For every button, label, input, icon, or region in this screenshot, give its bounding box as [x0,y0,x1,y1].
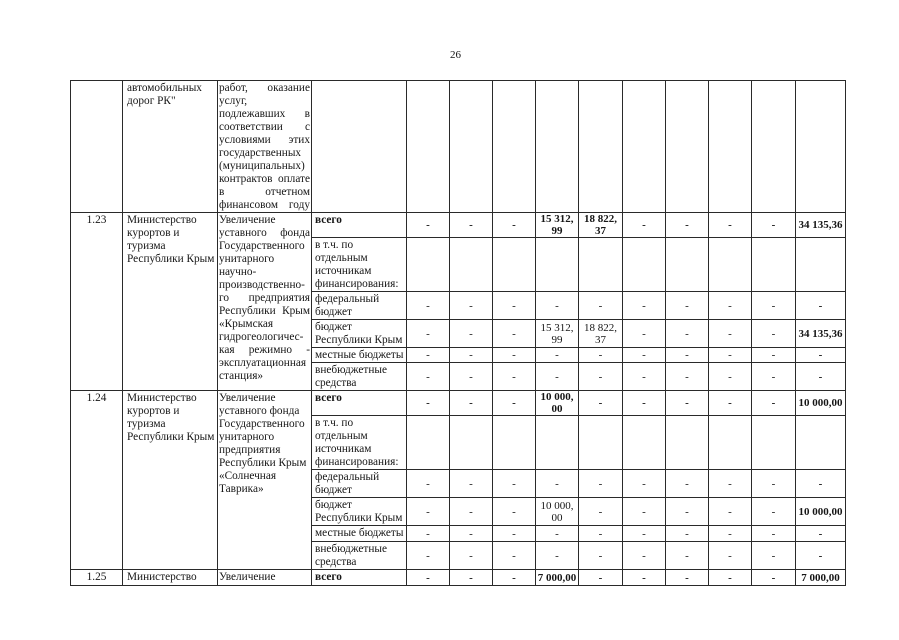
cell-value: 18 822, 37 [579,213,623,238]
text-line: Республики Крым [127,431,215,443]
cell-source [312,470,407,498]
cell-value: - [536,363,579,391]
text-line: эксплуатационная [219,357,307,369]
text-line: уставного фонда [219,227,310,239]
cell-value: - [666,363,709,391]
text-line: Республики Крым [219,305,310,317]
cell-value: 10 000, 00 [536,498,579,526]
text-line: «Крымская [219,318,274,330]
cell-value: - [493,320,536,348]
table-body [71,81,846,586]
cell-action [218,570,312,586]
text-line: Республики Крым [219,457,307,469]
cell-value: - [666,391,709,416]
cell-value: - [752,213,796,238]
cell-total: 34 135,36 [796,213,846,238]
cell-ministry [123,570,218,586]
cell-total [796,416,846,470]
text-line: курортов и [127,227,180,239]
cell-value: - [407,213,450,238]
text-line: курортов и [127,405,180,417]
cell-value: - [709,348,752,363]
cell-value: - [579,391,623,416]
text-line: (муниципальных) [219,160,305,172]
cell-value: - [493,363,536,391]
cell-value [407,416,450,470]
cell-source [312,81,407,213]
cell-total: 10 000,00 [796,391,846,416]
cell-value: - [752,348,796,363]
text-line: унитарного [219,431,275,443]
cell-value: - [407,498,450,526]
cell-value: - [623,320,666,348]
cell-source [312,526,407,542]
text-line: бюджет [315,499,352,511]
cell-number: 1.24 [71,391,123,570]
text-line: в т.ч. по [315,417,354,429]
cell-value: - [450,363,493,391]
cell-value: - [407,320,450,348]
text-line: Министерство [127,392,197,404]
text-line: Государственного [219,240,305,252]
text-line: подлежавших в [219,108,310,120]
cell-value: - [450,213,493,238]
text-line: финансовом году [219,199,310,211]
cell-value [493,81,536,213]
cell-value [493,416,536,470]
cell-value: - [536,542,579,570]
cell-value: - [666,292,709,320]
text-line: Министерство [127,214,197,226]
cell-value: - [407,470,450,498]
cell-value: - [407,526,450,542]
cell-total: 34 135,36 [796,320,846,348]
cell-total: - [796,542,846,570]
cell-source [312,348,407,363]
cell-source [312,570,407,586]
cell-value: - [493,498,536,526]
cell-value: - [450,292,493,320]
text-line: гидрогеологичес- [219,331,304,343]
cell-value [666,416,709,470]
cell-value: 10 000, 00 [536,391,579,416]
cell-value: - [752,292,796,320]
cell-value: - [493,213,536,238]
cell-value: - [450,320,493,348]
cell-value: - [709,570,752,586]
cell-value: - [752,542,796,570]
text-line: в т.ч. по [315,239,354,251]
cell-value [536,238,579,292]
cell-value: - [623,498,666,526]
cell-total [796,81,846,213]
cell-value [536,81,579,213]
text-line: станция» [219,370,264,382]
cell-value: - [579,498,623,526]
cell-value: 15 312, 99 [536,320,579,348]
text-line: производственно- [219,279,305,291]
cell-value: - [623,570,666,586]
text-line: соответствии с [219,121,310,133]
text-line: дорог РК" [127,95,176,107]
text-line: внебюджетные [315,543,388,555]
cell-value: - [666,498,709,526]
cell-value: - [666,213,709,238]
cell-total: 7 000,00 [796,570,846,586]
text-line: Республики Крым [127,253,215,265]
text-line: финансирования: [315,278,399,290]
cell-source [312,416,407,470]
cell-value [579,81,623,213]
cell-value: - [407,570,450,586]
cell-value [579,238,623,292]
cell-total: - [796,292,846,320]
cell-value: - [536,292,579,320]
cell-number: 1.25 [71,570,123,586]
cell-source [312,498,407,526]
text-line: финансирования: [315,456,399,468]
cell-value: - [536,526,579,542]
cell-value: 7 000,00 [536,570,579,586]
cell-value: - [709,498,752,526]
text-line: местные бюджеты [315,349,404,361]
cell-value [450,81,493,213]
text-line: источникам [315,443,372,455]
cell-value: - [709,542,752,570]
cell-total: - [796,526,846,542]
text-line: бюджет [315,306,352,318]
cell-source [312,391,407,416]
cell-source [312,238,407,292]
cell-value: - [752,320,796,348]
text-line: Государственного [219,418,305,430]
cell-value: - [666,526,709,542]
cell-value [752,238,796,292]
text-line: федеральный [315,293,380,305]
cell-value: - [407,542,450,570]
cell-value: - [450,542,493,570]
text-line: работ, оказание [219,82,310,94]
cell-value: - [709,470,752,498]
cell-value: - [450,470,493,498]
text-line: бюджет [315,321,352,333]
cell-value [666,238,709,292]
cell-value [709,81,752,213]
cell-source [312,542,407,570]
text-line: кая режимно - [219,344,310,356]
cell-value: - [450,391,493,416]
cell-value: - [666,542,709,570]
cell-value [450,238,493,292]
cell-value [407,81,450,213]
cell-value [709,416,752,470]
cell-value: - [579,363,623,391]
cell-value [407,238,450,292]
cell-value: - [536,470,579,498]
text-line: туризма [127,240,166,252]
text-line: контрактов оплате [219,173,310,185]
cell-total: - [796,348,846,363]
cell-total: - [796,470,846,498]
cell-total [796,238,846,292]
cell-value [752,81,796,213]
cell-value: - [752,498,796,526]
cell-ministry [123,81,218,213]
text-line: всего [315,571,342,583]
cell-value: - [493,470,536,498]
cell-value: - [666,320,709,348]
cell-value: - [709,363,752,391]
text-line: Увеличение [219,214,276,226]
cell-action [218,81,312,213]
cell-value: - [623,470,666,498]
text-line: туризма [127,418,166,430]
cell-value: - [450,498,493,526]
text-line: федеральный [315,471,380,483]
cell-ministry [123,391,218,570]
cell-value: - [709,391,752,416]
cell-value [623,81,666,213]
cell-value: - [450,348,493,363]
cell-value [450,416,493,470]
cell-ministry [123,213,218,391]
text-line: предприятия [219,444,281,456]
text-line: всего [315,392,342,404]
cell-value: - [623,292,666,320]
cell-source [312,292,407,320]
cell-value: - [579,526,623,542]
cell-value [752,416,796,470]
cell-value: - [579,570,623,586]
cell-value: - [666,570,709,586]
cell-value [536,416,579,470]
cell-value: - [623,363,666,391]
text-line: Увеличение [219,392,276,404]
cell-value: - [407,348,450,363]
cell-value: - [752,470,796,498]
text-line: источникам [315,265,372,277]
cell-value: - [493,348,536,363]
text-line: бюджет [315,484,352,496]
text-line: отдельным [315,252,368,264]
text-line: автомобильных [127,82,202,94]
cell-value [623,416,666,470]
cell-value: - [493,526,536,542]
text-line: научно- [219,266,257,278]
cell-value: - [579,292,623,320]
cell-source [312,363,407,391]
cell-action [218,213,312,391]
cell-total: - [796,363,846,391]
cell-source [312,213,407,238]
cell-value [666,81,709,213]
text-line: местные бюджеты [315,527,404,539]
cell-value: - [623,526,666,542]
text-line: «Солнечная [219,470,277,482]
cell-value: - [709,320,752,348]
cell-source [312,320,407,348]
text-line: Республики Крым [315,334,403,346]
cell-value: - [752,526,796,542]
cell-value: - [623,348,666,363]
cell-total: 10 000,00 [796,498,846,526]
text-line: внебюджетные [315,364,388,376]
text-line: государственных [219,147,302,159]
cell-value: - [752,570,796,586]
cell-value: - [623,213,666,238]
cell-value: - [407,292,450,320]
cell-value: - [666,470,709,498]
cell-value: - [623,391,666,416]
table-row-entry [71,391,846,416]
text-line: средства [315,556,357,568]
cell-value: - [493,292,536,320]
cell-value [623,238,666,292]
cell-value: - [623,542,666,570]
cell-value: - [752,391,796,416]
cell-value: - [709,526,752,542]
cell-value [493,238,536,292]
cell-value: - [493,391,536,416]
cell-value: 18 822, 37 [579,320,623,348]
cell-value: - [450,526,493,542]
cell-value: - [407,391,450,416]
text-line: в отчетном [219,186,310,198]
table-row-continuation [71,81,846,213]
cell-value [709,238,752,292]
cell-value: - [579,470,623,498]
cell-value: - [579,348,623,363]
cell-value: 15 312, 99 [536,213,579,238]
text-line: Увеличение [219,571,276,583]
cell-value: - [450,570,493,586]
text-line: услуг, [219,95,248,107]
text-line: го предприятия [219,292,310,304]
text-line: уставного фонда [219,405,300,417]
text-line: Министерство [127,571,197,583]
table-row-entry [71,213,846,238]
cell-value: - [709,292,752,320]
cell-value: - [536,348,579,363]
cell-value: - [666,348,709,363]
cell-action [218,391,312,570]
cell-value: - [407,363,450,391]
text-line: отдельным [315,430,368,442]
page-number: 26 [450,49,461,61]
cell-number [71,81,123,213]
text-line: средства [315,377,357,389]
cell-value: - [579,542,623,570]
cell-value: - [493,542,536,570]
cell-value [579,416,623,470]
text-line: унитарного [219,253,275,265]
funding-table [70,80,846,586]
text-line: всего [315,214,342,226]
cell-value: - [709,213,752,238]
table-row-entry [71,570,846,586]
text-line: Таврика» [219,483,264,495]
cell-number: 1.23 [71,213,123,391]
text-line: условиями этих [219,134,310,146]
cell-value: - [493,570,536,586]
cell-value: - [752,363,796,391]
text-line: Республики Крым [315,512,403,524]
